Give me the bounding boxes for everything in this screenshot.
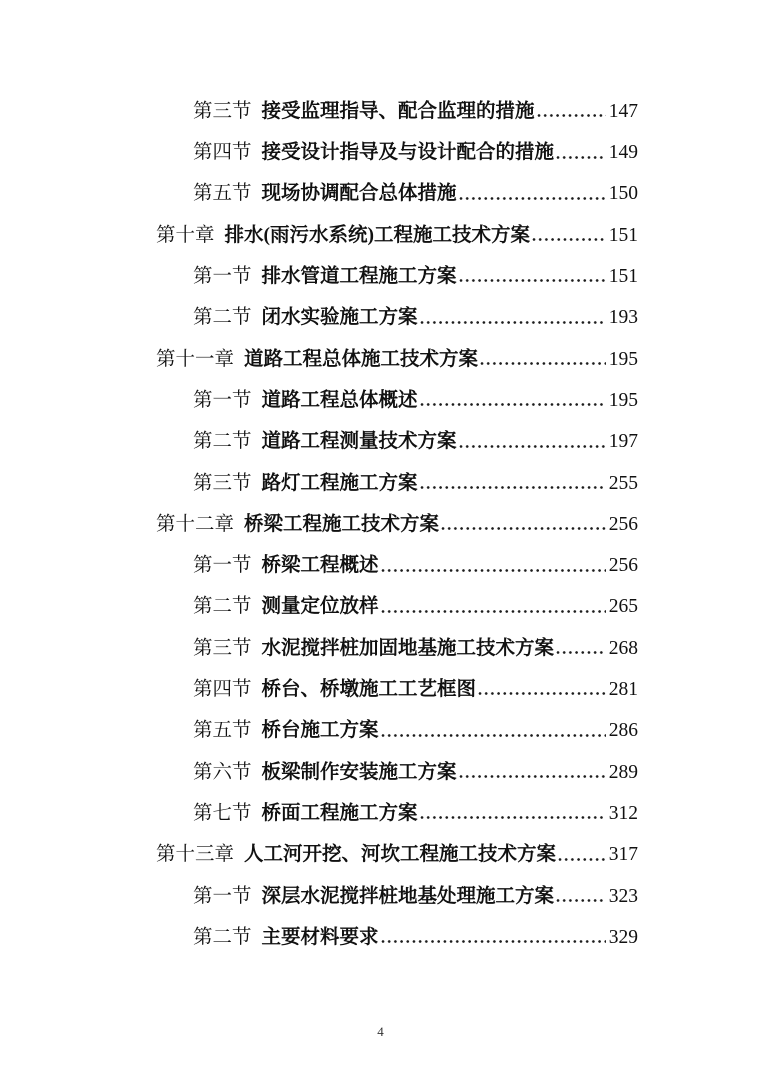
toc-entry-label: 第七节 [193, 802, 252, 824]
toc-entry-label: 第二节 [193, 596, 252, 618]
dot-leader-icon [381, 733, 606, 738]
dot-leader-icon [556, 650, 606, 655]
toc-entry[interactable] [156, 370, 638, 411]
footer-page-number: 4 [377, 1024, 384, 1039]
toc-entry[interactable] [156, 246, 638, 287]
toc-entry[interactable] [156, 122, 638, 163]
toc-entry-title: 闭水实验施工方案 [261, 307, 418, 329]
toc-entry-page-number: 150 [608, 183, 638, 205]
toc-entry-label: 第六节 [193, 761, 252, 783]
toc-entry[interactable] [156, 411, 638, 452]
toc-entry[interactable] [156, 659, 638, 700]
dot-leader-icon [381, 939, 606, 944]
toc-entry-label: 第三节 [193, 100, 252, 122]
dot-leader-icon [441, 526, 606, 531]
toc-entry[interactable] [156, 700, 638, 741]
toc-entry[interactable] [156, 742, 638, 783]
dot-leader-icon [459, 278, 606, 283]
dot-leader-icon [480, 361, 606, 366]
toc-entry[interactable] [156, 907, 638, 948]
toc-entry-page-number: 197 [608, 431, 638, 453]
toc-entry-page-number: 193 [608, 307, 638, 329]
dot-leader-icon [532, 237, 606, 242]
toc-entry-title: 桥梁工程施工技术方案 [244, 513, 440, 535]
toc-entry-title: 测量定位放样 [261, 596, 379, 618]
toc-entry-title: 排水(雨污水系统)工程施工技术方案 [224, 224, 531, 246]
toc-entry-label: 第十二章 [156, 513, 235, 535]
toc-entry[interactable] [156, 618, 638, 659]
toc-list [0, 81, 761, 948]
toc-entry-title: 桥台、桥墩施工工艺框图 [261, 679, 477, 701]
toc-entry-label: 第一节 [193, 266, 252, 288]
dot-leader-icon [420, 402, 606, 407]
toc-entry-page-number: 317 [608, 844, 638, 866]
dot-leader-icon [420, 815, 606, 820]
toc-entry-label: 第十一章 [156, 348, 235, 370]
toc-entry-title: 板梁制作安装施工方案 [261, 761, 457, 783]
toc-entry[interactable] [156, 287, 638, 328]
toc-entry-title: 主要材料要求 [261, 926, 379, 948]
toc-entry-label: 第二节 [193, 926, 252, 948]
dot-leader-icon [558, 857, 606, 862]
toc-entry-page-number: 195 [608, 348, 638, 370]
toc-entry-page-number: 151 [608, 266, 638, 288]
toc-entry-title: 接受监理指导、配合监理的措施 [261, 100, 535, 122]
dot-leader-icon [459, 196, 606, 201]
toc-entry-page-number: 268 [608, 637, 638, 659]
dot-leader-icon [478, 691, 606, 696]
toc-entry-label: 第十章 [156, 224, 215, 246]
toc-entry[interactable] [156, 329, 638, 370]
toc-entry[interactable] [156, 535, 638, 576]
toc-entry[interactable] [156, 164, 638, 205]
toc-entry-title: 桥台施工方案 [261, 720, 379, 742]
toc-entry-title: 道路工程总体概述 [261, 389, 418, 411]
dot-leader-icon [459, 444, 606, 449]
toc-entry-label: 第二节 [193, 307, 252, 329]
toc-entry-title: 水泥搅拌桩加固地基施工技术方案 [261, 637, 555, 659]
toc-entry-label: 第一节 [193, 389, 252, 411]
toc-entry-title: 道路工程测量技术方案 [261, 431, 457, 453]
toc-entry[interactable] [156, 866, 638, 907]
toc-entry-label: 第三节 [193, 472, 252, 494]
dot-leader-icon [556, 898, 606, 903]
toc-entry-title: 深层水泥搅拌桩地基处理施工方案 [261, 885, 555, 907]
dot-leader-icon [381, 609, 606, 614]
toc-entry[interactable] [156, 824, 638, 865]
toc-entry-page-number: 329 [608, 926, 638, 948]
toc-entry-label: 第四节 [193, 679, 252, 701]
toc-entry-label: 第一节 [193, 555, 252, 577]
toc-entry-label: 第五节 [193, 183, 252, 205]
dot-leader-icon [459, 774, 606, 779]
toc-entry-label: 第十三章 [156, 844, 235, 866]
dot-leader-icon [420, 320, 606, 325]
toc-entry[interactable] [156, 494, 638, 535]
toc-entry-title: 路灯工程施工方案 [261, 472, 418, 494]
toc-entry-page-number: 323 [608, 885, 638, 907]
toc-entry-page-number: 147 [608, 100, 638, 122]
toc-entry-label: 第一节 [193, 885, 252, 907]
toc-entry-title: 人工河开挖、河坎工程施工技术方案 [244, 844, 557, 866]
toc-entry-label: 第三节 [193, 637, 252, 659]
toc-entry-page-number: 256 [608, 555, 638, 577]
toc-entry-title: 现场协调配合总体措施 [261, 183, 457, 205]
toc-entry-page-number: 151 [608, 224, 638, 246]
toc-entry-page-number: 256 [608, 513, 638, 535]
toc-entry[interactable] [156, 81, 638, 122]
toc-entry-page-number: 281 [608, 679, 638, 701]
dot-leader-icon [556, 155, 606, 160]
toc-entry-title: 接受设计指导及与设计配合的措施 [261, 142, 555, 164]
toc-entry-page-number: 289 [608, 761, 638, 783]
toc-entry[interactable] [156, 783, 638, 824]
toc-entry[interactable] [156, 577, 638, 618]
toc-entry-label: 第四节 [193, 142, 252, 164]
toc-entry-page-number: 286 [608, 720, 638, 742]
page-footer [0, 1024, 761, 1040]
toc-entry-label: 第五节 [193, 720, 252, 742]
dot-leader-icon [420, 485, 606, 490]
toc-entry-page-number: 195 [608, 389, 638, 411]
toc-entry-title: 桥面工程施工方案 [261, 802, 418, 824]
toc-entry-title: 桥梁工程概述 [261, 555, 379, 577]
toc-entry-title: 道路工程总体施工技术方案 [244, 348, 479, 370]
dot-leader-icon [381, 568, 606, 573]
toc-entry-page-number: 149 [608, 142, 638, 164]
toc-entry[interactable] [156, 205, 638, 246]
dot-leader-icon [537, 113, 606, 118]
toc-entry-title: 排水管道工程施工方案 [261, 266, 457, 288]
toc-entry-page-number: 312 [608, 802, 638, 824]
toc-entry[interactable] [156, 453, 638, 494]
toc-entry-page-number: 255 [608, 472, 638, 494]
toc-entry-label: 第二节 [193, 431, 252, 453]
toc-entry-page-number: 265 [608, 596, 638, 618]
